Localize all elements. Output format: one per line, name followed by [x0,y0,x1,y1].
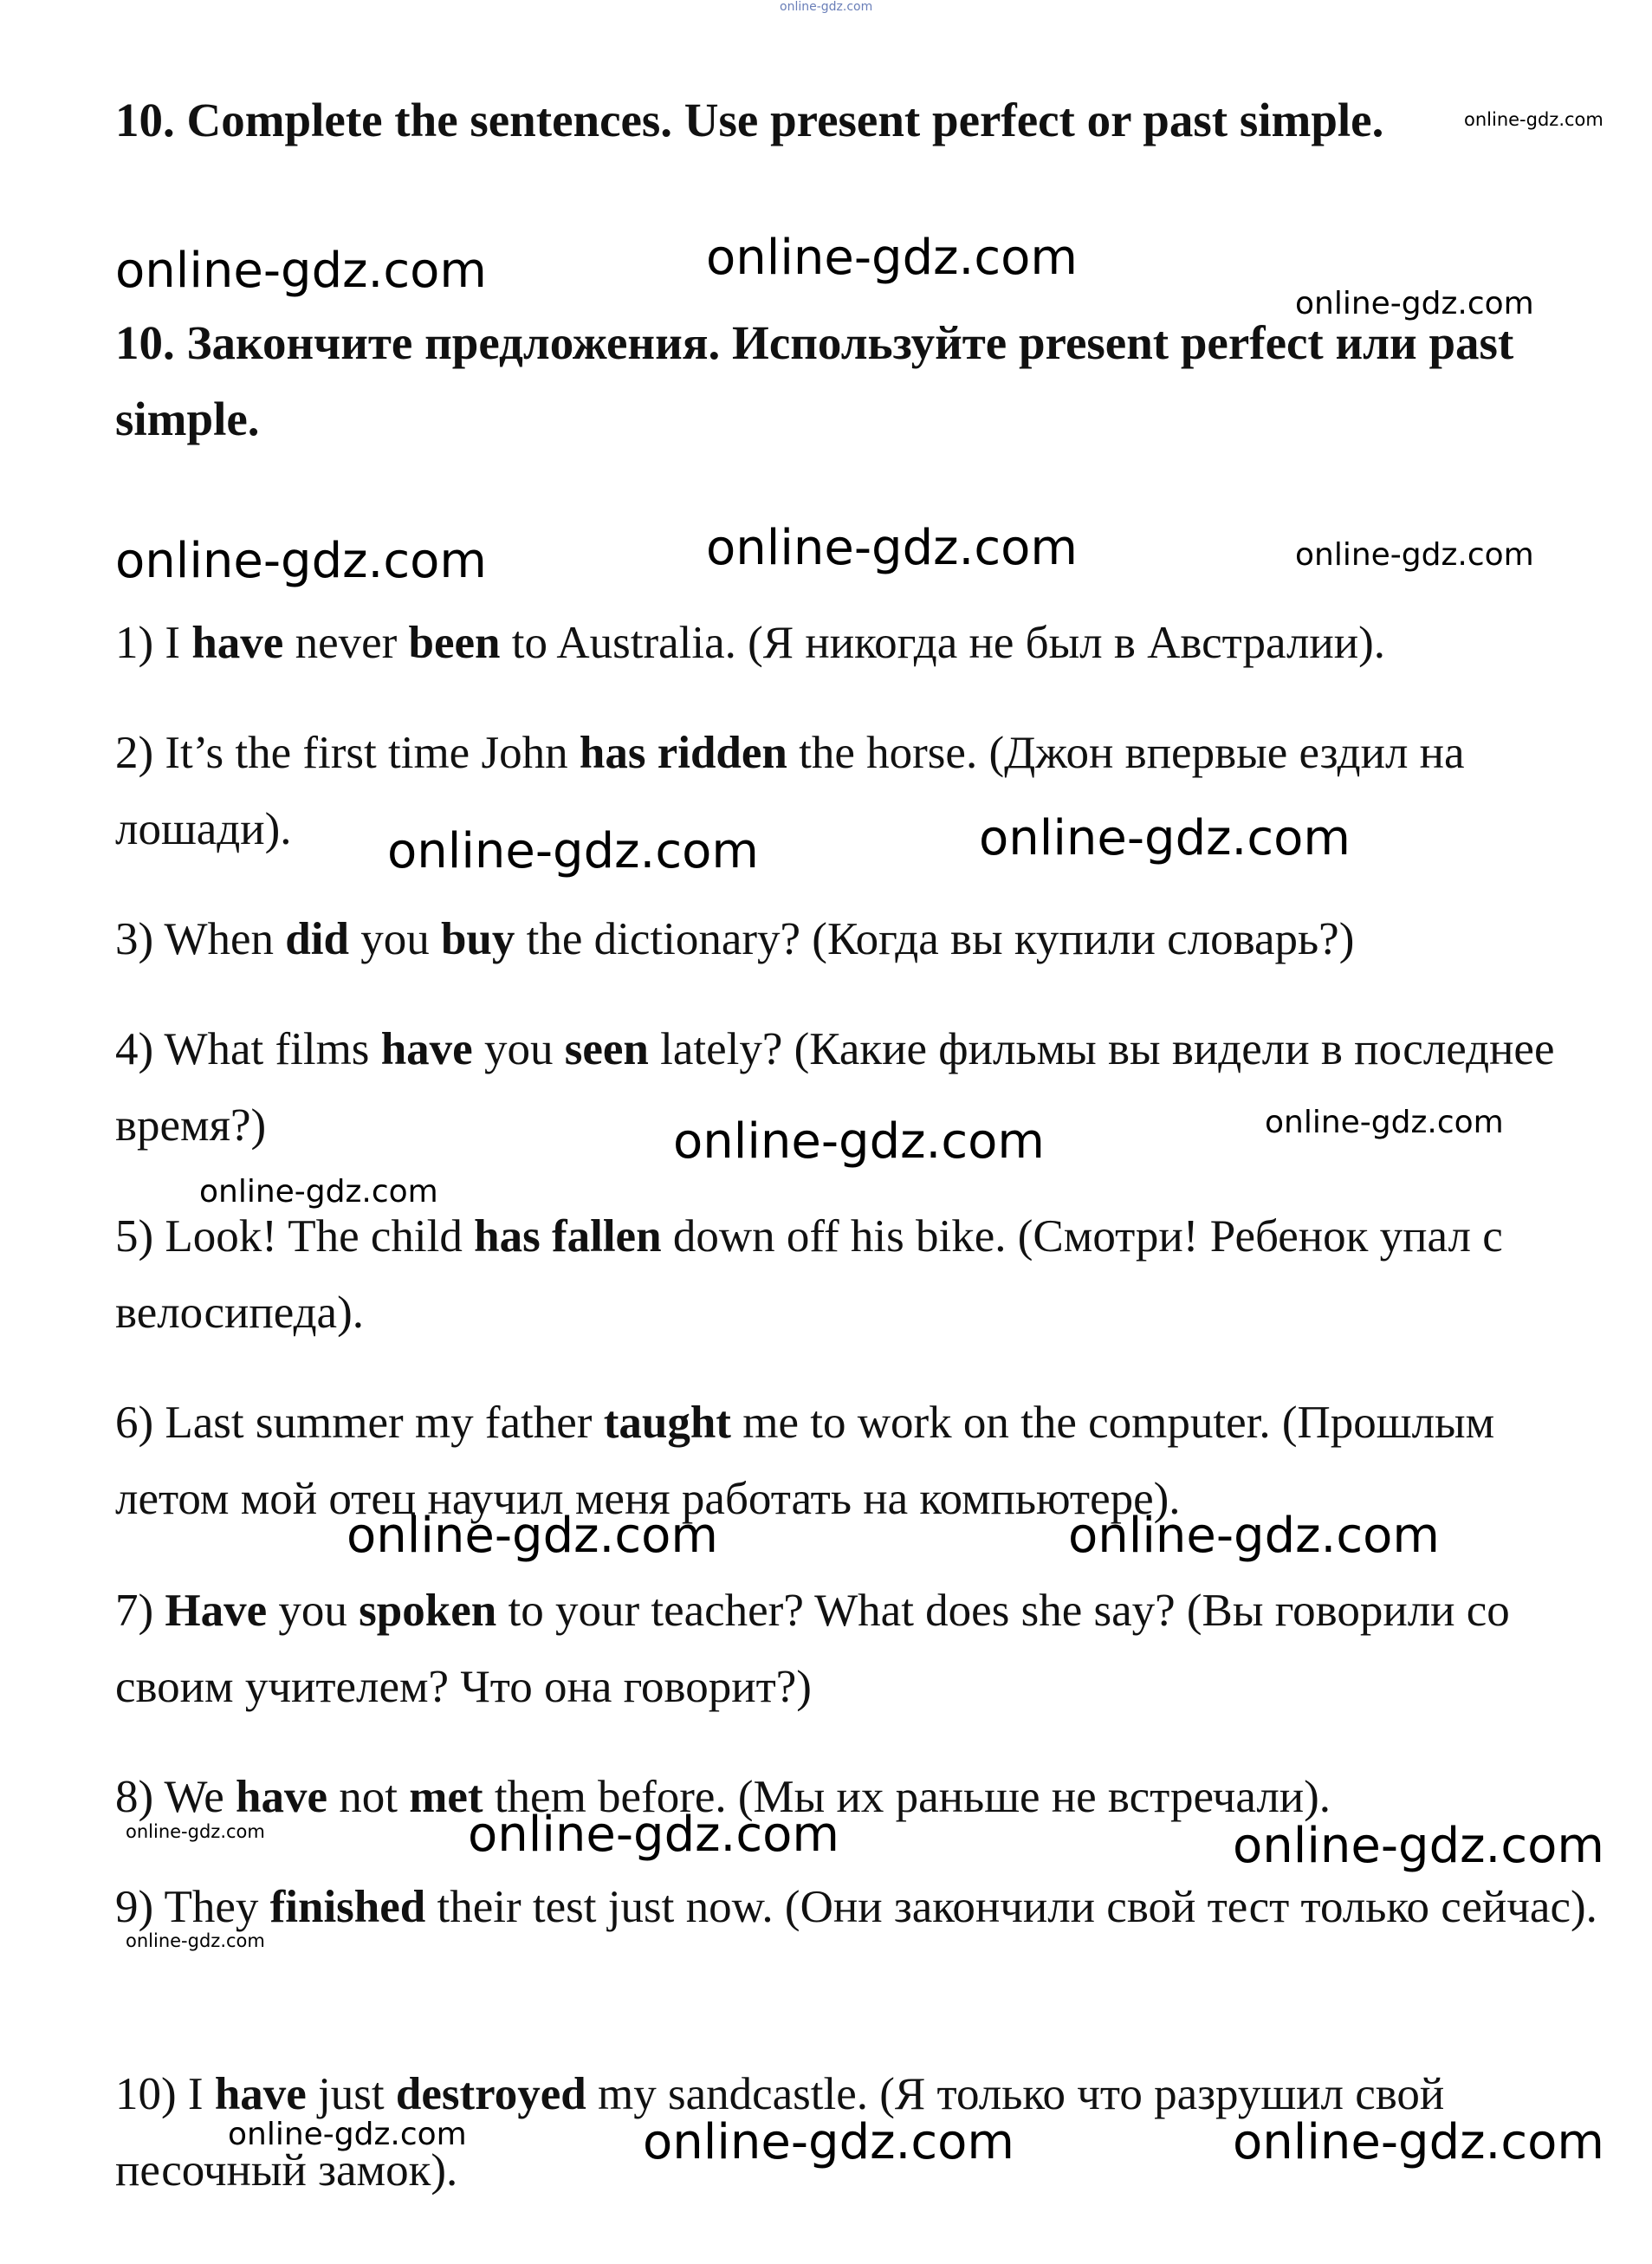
watermark: online-gdz.com [673,1113,1045,1170]
watermark: online-gdz.com [115,243,487,299]
exercise-heading-russian: 10. Закончите предложения. Используйте present perfect или past simple. [115,316,1514,445]
answer-item-3: 3) When did you buy the dictionary? (Когда вы купили словарь?) [115,914,1355,964]
answer-item-1: 1) I have never been to Australia. (Я никогда не был в Австралии). [115,618,1386,668]
watermark: online-gdz.com [1233,2114,1604,2170]
watermark: online-gdz.com [199,1174,438,1210]
watermark: online-gdz.com [1295,537,1534,573]
watermark: online-gdz.com [126,1930,265,1951]
watermark: online-gdz.com [1233,1818,1604,1874]
watermark: online-gdz.com [643,2114,1014,2170]
answer-item-6: 6) Last summer my father taught me to work on the computer. (Прошлым летом мой отец научил меня работать на компьютере). [115,1398,1495,1524]
watermark: online-gdz.com [979,810,1351,866]
answer-item-4: 4) What films have you seen lately? (Какие фильмы вы видели в последнее время?) [115,1024,1555,1151]
answer-item-5: 5) Look! The child has fallen down off his bike. (Смотри! Ребенок упал с велосипеда). [115,1211,1503,1338]
answer-item-7: 7) Have you spoken to your teacher? What does she say? (Вы говорили со своим учителем? Что она говорит?) [115,1586,1510,1712]
answer-item-10: 10) I have just destroyed my sandcastle. (Я только что разрушил свой песочный замок). [115,2069,1445,2196]
watermark: online-gdz.com [1068,1508,1440,1564]
watermark: online-gdz.com [115,533,487,589]
watermark: online-gdz.com [347,1508,718,1564]
answer-item-8: 8) We have not met them before. (Мы их раньше не встречали). [115,1772,1331,1822]
watermark: online-gdz.com [126,1821,265,1842]
watermark: online-gdz.com [387,823,759,879]
watermark: online-gdz.com [1295,286,1534,321]
watermark: online-gdz.com [1464,109,1603,130]
watermark: online-gdz.com [228,2117,467,2152]
watermark: online-gdz.com [780,0,873,14]
answer-item-9: 9) They finished their test just now. (Они закончили свой тест только сейчас). [115,1882,1597,1932]
answer-item-2: 2) It’s the first time John has ridden the horse. (Джон впервые ездил на лошади). [115,728,1465,854]
watermark: online-gdz.com [706,520,1078,576]
watermark: online-gdz.com [468,1807,839,1863]
watermark: online-gdz.com [1265,1105,1504,1140]
exercise-heading-english: 10. Complete the sentences. Use present perfect or past simple. [115,94,1384,146]
watermark: online-gdz.com [706,230,1078,286]
